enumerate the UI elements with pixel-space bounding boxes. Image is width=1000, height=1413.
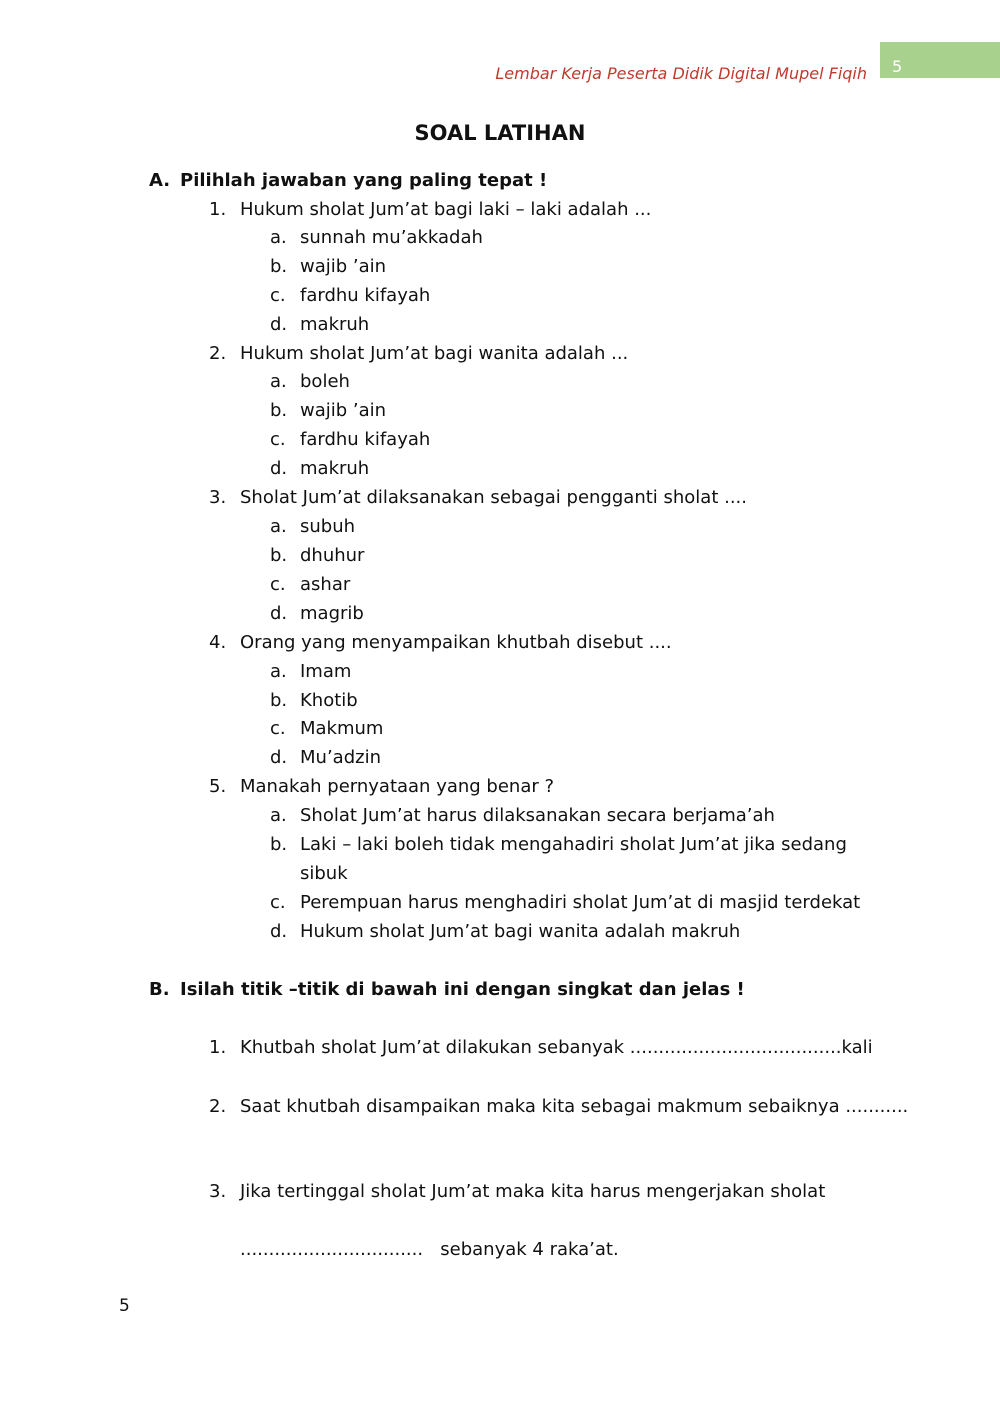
fill-item-3-continuation: ................................ sebanyak 4 raka’at. bbox=[240, 1239, 619, 1260]
option-continuation: sibuk bbox=[300, 863, 348, 884]
option-letter: c. bbox=[270, 429, 286, 450]
section-a-heading-line bbox=[149, 170, 548, 192]
option-letter: d. bbox=[270, 458, 288, 479]
question-3 bbox=[209, 487, 747, 509]
option-text: Hukum sholat Jum’at bagi wanita adalah makruh bbox=[300, 921, 741, 942]
option-letter: d. bbox=[270, 314, 288, 335]
option-text: Imam bbox=[300, 661, 352, 682]
section-b-heading-line bbox=[149, 979, 745, 1001]
option bbox=[270, 314, 370, 336]
option-letter: b. bbox=[270, 256, 288, 277]
option-text: wajib ’ain bbox=[300, 400, 387, 421]
option-letter: a. bbox=[270, 661, 287, 682]
option-text: subuh bbox=[300, 516, 356, 537]
option-text: ashar bbox=[300, 574, 351, 595]
option bbox=[270, 371, 350, 393]
option-text: makruh bbox=[300, 458, 370, 479]
item-number: 3. bbox=[209, 1181, 227, 1202]
item-text: Khutbah sholat Jum’at dilakukan sebanyak .....................................kali bbox=[240, 1037, 873, 1058]
option bbox=[270, 834, 847, 856]
section-a-marker: A. bbox=[149, 170, 171, 191]
option-letter: d. bbox=[270, 747, 288, 768]
header-title: Lembar Kerja Peserta Didik Digital Mupel Fiqih bbox=[495, 64, 867, 83]
option bbox=[270, 892, 861, 914]
option-letter: b. bbox=[270, 834, 288, 855]
option-letter: b. bbox=[270, 545, 288, 566]
option-text: dhuhur bbox=[300, 545, 365, 566]
option-text: Mu’adzin bbox=[300, 747, 381, 768]
option bbox=[270, 516, 356, 538]
option bbox=[270, 256, 387, 278]
option bbox=[270, 400, 387, 422]
item-number: 2. bbox=[209, 1096, 227, 1117]
option-letter: a. bbox=[270, 371, 287, 392]
question-number: 4. bbox=[209, 632, 227, 653]
question-number: 2. bbox=[209, 343, 227, 364]
option bbox=[270, 661, 352, 683]
section-b-heading: Isilah titik –titik di bawah ini dengan singkat dan jelas ! bbox=[180, 979, 745, 1000]
question-4 bbox=[209, 632, 672, 654]
question-text: Hukum sholat Jum’at bagi wanita adalah ... bbox=[240, 343, 629, 364]
option-text: fardhu kifayah bbox=[300, 429, 431, 450]
question-number: 3. bbox=[209, 487, 227, 508]
fill-item-1 bbox=[209, 1037, 873, 1059]
question-number: 1. bbox=[209, 199, 227, 220]
option-text: sunnah mu’akkadah bbox=[300, 227, 483, 248]
option-letter: b. bbox=[270, 690, 288, 711]
option bbox=[270, 805, 775, 827]
option-text: boleh bbox=[300, 371, 350, 392]
option-text: Makmum bbox=[300, 718, 384, 739]
option-letter: d. bbox=[270, 603, 288, 624]
option bbox=[270, 429, 431, 451]
fill-item-3 bbox=[209, 1181, 826, 1203]
fill-item-2 bbox=[209, 1096, 909, 1118]
document-title: SOAL LATIHAN bbox=[414, 121, 586, 145]
question-1 bbox=[209, 199, 652, 221]
question-5 bbox=[209, 776, 555, 798]
option-letter: a. bbox=[270, 805, 287, 826]
option-text: makruh bbox=[300, 314, 370, 335]
option bbox=[270, 690, 358, 712]
option bbox=[270, 603, 364, 625]
question-number: 5. bbox=[209, 776, 227, 797]
item-number: 1. bbox=[209, 1037, 227, 1058]
option bbox=[270, 458, 370, 480]
option-letter: c. bbox=[270, 574, 286, 595]
item-text: Saat khutbah disampaikan maka kita sebagai makmum sebaiknya ........... bbox=[240, 1096, 909, 1117]
option-text: fardhu kifayah bbox=[300, 285, 431, 306]
option bbox=[270, 285, 431, 307]
section-a-heading: Pilihlah jawaban yang paling tepat ! bbox=[180, 170, 548, 191]
option-letter: c. bbox=[270, 892, 286, 913]
option bbox=[270, 227, 483, 249]
option-letter: b. bbox=[270, 400, 288, 421]
question-2 bbox=[209, 343, 629, 365]
option bbox=[270, 574, 351, 596]
option-letter: c. bbox=[270, 718, 286, 739]
option bbox=[270, 921, 741, 943]
option-text: magrib bbox=[300, 603, 364, 624]
option-letter: c. bbox=[270, 285, 286, 306]
option-letter: d. bbox=[270, 921, 288, 942]
option bbox=[270, 545, 365, 567]
option-text: Perempuan harus menghadiri sholat Jum’at di masjid terdekat bbox=[300, 892, 861, 913]
section-b-marker: B. bbox=[149, 979, 170, 1000]
page-number-tab: 5 bbox=[880, 42, 1000, 78]
option-text: Khotib bbox=[300, 690, 358, 711]
option-letter: a. bbox=[270, 227, 287, 248]
option-text: wajib ’ain bbox=[300, 256, 387, 277]
option bbox=[270, 718, 384, 740]
footer-page-number: 5 bbox=[119, 1296, 130, 1316]
option-text: Laki – laki boleh tidak mengahadiri sholat Jum’at jika sedang bbox=[300, 834, 847, 855]
question-text: Sholat Jum’at dilaksanakan sebagai pengganti sholat .... bbox=[240, 487, 747, 508]
item-text: Jika tertinggal sholat Jum’at maka kita harus mengerjakan sholat bbox=[240, 1181, 826, 1202]
option bbox=[270, 747, 381, 769]
option-letter: a. bbox=[270, 516, 287, 537]
question-text: Manakah pernyataan yang benar ? bbox=[240, 776, 555, 797]
question-text: Orang yang menyampaikan khutbah disebut .... bbox=[240, 632, 672, 653]
question-text: Hukum sholat Jum’at bagi laki – laki adalah ... bbox=[240, 199, 652, 220]
option-text: Sholat Jum’at harus dilaksanakan secara berjama’ah bbox=[300, 805, 775, 826]
